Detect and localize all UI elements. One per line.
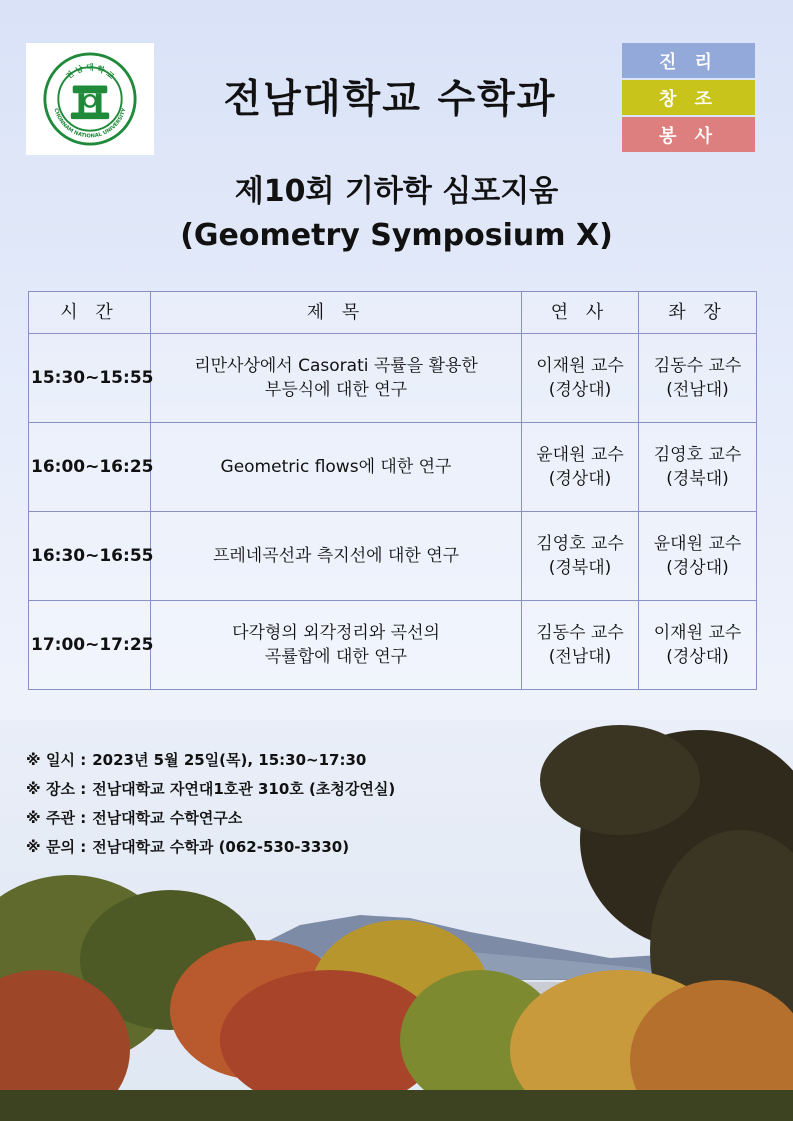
chair-name: 윤대원 교수 [653, 534, 742, 554]
speaker-affiliation: (전남대) [548, 647, 612, 667]
info-host [26, 804, 395, 833]
table-row [29, 334, 757, 423]
speaker-name: 김영호 교수 [536, 534, 624, 554]
session-chair [639, 601, 757, 690]
title-line: 프레네곡선과 측지선에 대한 연구 [212, 546, 460, 566]
title-line: 다각형의 외각정리와 곡선의 [232, 623, 440, 643]
speaker-name: 김동수 교수 [536, 623, 624, 643]
title-line: 리만사상에서 Casorati 곡률을 활용한 [194, 356, 478, 376]
motto-label: 창 조 [658, 88, 719, 110]
info-label: 일시 : [46, 751, 87, 769]
table-row [29, 512, 757, 601]
info-date [26, 746, 395, 775]
session-title [151, 601, 522, 690]
chair-affiliation: (경북대) [666, 469, 729, 489]
motto-panel [622, 43, 755, 154]
session-speaker [522, 423, 639, 512]
info-label: 문의 : [46, 838, 87, 856]
table-row [29, 423, 757, 512]
info-value: 전남대학교 수학연구소 [92, 809, 243, 827]
chair-affiliation: (경상대) [666, 558, 729, 578]
table-header-row [29, 292, 757, 334]
reference-mark: ※ [26, 780, 41, 798]
reference-mark: ※ [26, 751, 41, 769]
logo-bottom-text: CHONNAM NATIONAL UNIVERSITY [52, 107, 128, 140]
motto-creation [622, 80, 755, 115]
event-info-list [26, 746, 395, 862]
info-label: 장소 : [46, 780, 87, 798]
chair-name: 이재원 교수 [653, 623, 742, 643]
session-time: 17:00~17:25 [29, 601, 151, 690]
session-chair [639, 334, 757, 423]
department-title: 전남대학교 수학과 [223, 77, 557, 122]
column-header-time: 시 간 [29, 292, 151, 334]
info-contact [26, 833, 395, 862]
column-header-speaker: 연 사 [522, 292, 639, 334]
title-line: 곡률합에 대한 연구 [264, 647, 408, 667]
title-line: Geometric flows에 대한 연구 [220, 457, 452, 477]
session-title [151, 334, 522, 423]
speaker-affiliation: (경북대) [548, 558, 612, 578]
title-line: 부등식에 대한 연구 [264, 380, 408, 400]
session-time: 16:30~16:55 [29, 512, 151, 601]
chair-name: 김영호 교수 [653, 445, 742, 465]
university-logo [26, 43, 154, 155]
schedule-table [28, 291, 757, 690]
symposium-title-en: (Geometry Symposium X) [180, 218, 613, 253]
session-time: 15:30~15:55 [29, 334, 151, 423]
motto-service [622, 117, 755, 152]
motto-label: 봉 사 [658, 125, 719, 147]
speaker-name: 이재원 교수 [536, 356, 624, 376]
session-title [151, 512, 522, 601]
session-speaker [522, 601, 639, 690]
speaker-affiliation: (경상대) [548, 469, 612, 489]
info-value: 전남대학교 수학과 (062-530-3330) [92, 838, 350, 856]
chair-affiliation: (경상대) [666, 647, 729, 667]
table-row [29, 601, 757, 690]
session-chair [639, 512, 757, 601]
chair-affiliation: (전남대) [666, 380, 729, 400]
info-label: 주관 : [46, 809, 87, 827]
symposium-title-ko: 제10회 기하학 심포지움 [234, 174, 559, 209]
reference-mark: ※ [26, 809, 41, 827]
chair-name: 김동수 교수 [653, 356, 742, 376]
reference-mark: ※ [26, 838, 41, 856]
session-speaker [522, 334, 639, 423]
info-venue [26, 775, 395, 804]
speaker-affiliation: (경상대) [548, 380, 612, 400]
session-chair [639, 423, 757, 512]
motto-truth [622, 43, 755, 78]
session-time: 16:00~16:25 [29, 423, 151, 512]
logo-top-text: 전 남 대 학 교 [64, 63, 116, 81]
info-value: 전남대학교 자연대1호관 310호 (초청강연실) [92, 780, 396, 798]
motto-label: 진 리 [658, 51, 719, 73]
column-header-chair: 좌 장 [639, 292, 757, 334]
cnu-emblem-icon [42, 51, 138, 147]
info-value: 2023년 5월 25일(목), 15:30~17:30 [92, 751, 367, 769]
column-header-title: 제 목 [151, 292, 522, 334]
symposium-title [0, 170, 793, 258]
session-speaker [522, 512, 639, 601]
speaker-name: 윤대원 교수 [536, 445, 624, 465]
session-title [151, 423, 522, 512]
